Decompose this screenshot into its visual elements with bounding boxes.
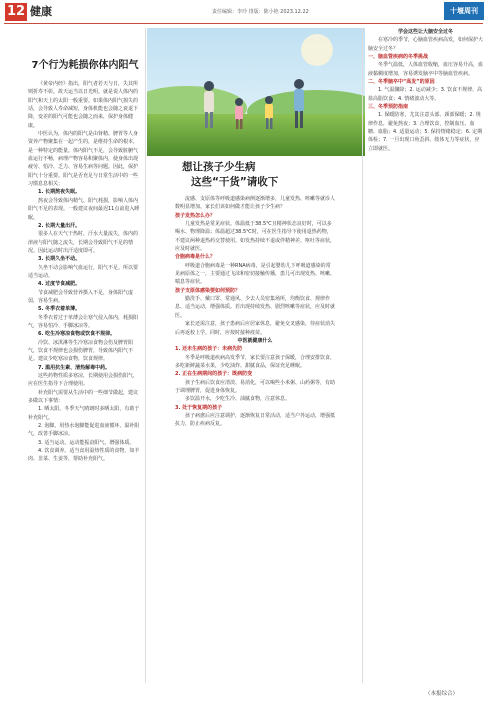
paragraph: 冬季气温低，人体血管收缩，血压容易升高，血液黏稠度增加，容易诱发脑卒中等脑血管疾病。 (368, 62, 483, 77)
paragraph: 《黄帝内经》指出，阳气者若天与日，失其所则折寿不彰。故天运当以日光明。就是说人体内的阳气和天上的太阳一般重要。如果体内阳气损失的话，会导致人寿命减短，身体机能也会随之衰退下降，变差的阳气可能也会随之而来，保护身体健康。 (28, 81, 139, 129)
paragraph: 1. 气温骤降；2. 运动减少；3. 饮食不规律、高盐高脂饮食；4. 情绪波动大等。 (368, 87, 483, 102)
paragraph: 很多人在天气干热时，汗水大量流失，体内的津液与阳气随之流失，长期会导致阳气不足的情况。因此运动时出汗适度即可。 (28, 231, 139, 254)
highlight-heading: 合胞病毒是什么？ (175, 254, 216, 261)
paragraph: 1. 晒太阳。冬季天气晴朗时多晒太阳，有助于补充阳气。 (28, 406, 140, 421)
subheading: 6. 吃生冷寒凉食物或饮食不规律。 (38, 331, 116, 338)
paragraph: 熬夜会导致体内精气、阳气耗损，影响人体内阳气不足的表现。一般建议夜间最迟11点前进入睡眠。 (28, 197, 140, 221)
article1-title: 7个行为耗损你体内阳气 (31, 60, 139, 71)
subheading: 3. 长期久坐不动。 (38, 256, 81, 263)
column-divider (145, 28, 146, 683)
paragraph: 孩子病愈后应注意调护，逐渐恢复日常活动，适当户外运动，增强抵抗力，防止疾病反复。 (175, 412, 335, 428)
article2-title-line2: 这些“干货”请收下 (191, 176, 279, 188)
highlight-heading: 1. 还未生病的孩子：未病先防 (175, 346, 243, 353)
subheading: 5. 冬季衣着单薄。 (38, 306, 81, 313)
editor-meta: 责任编辑：李玲 排版：陈小艳 2023.12.22 (212, 9, 309, 15)
article2-column-1 (175, 195, 335, 680)
paragraph: 呼吸道合胞病毒是一种RNA病毒，是引起婴幼儿下呼吸道感染的常见病原体之一，主要通过飞沫和密切接触传播，患儿可出现发热、咳嗽、喘息等症状。 (175, 262, 335, 286)
page-number: 12 (6, 4, 26, 19)
paragraph: 勤洗手、戴口罩、常通风、少去人员密集场所，均衡饮食、规律作息、适当运动，增强体质。若出现持续发热、剧烈咳嗽等症状，应及时就医。 (175, 296, 335, 319)
paragraph: 1. 保暖防寒，尤其注意头部、颈部保暖；2. 规律作息，避免熬夜；3. 合理饮食，控制血压、血糖、血脂；4. 适量运动；5. 保持情绪稳定；6. 定期体检；7. 一旦出现口角歪斜、肢体无力等症状，应立即就医。 (368, 112, 483, 152)
paragraph: 冬季是呼吸道疾病高发季节，家长要注意孩子保暖，合理安排饮食，多吃新鲜蔬菜水果，少吃油炸、甜腻食品，保证充足睡眠。 (175, 354, 335, 369)
highlight-heading: 二、冬季脑卒中“高发”的原因 (368, 79, 435, 86)
paragraph: 这些药物性质多寒凉，长期使用会损伤阳气，应在医生指导下合理使用。 (28, 373, 139, 388)
highlight-heading: 一、脑血管疾病的冬季挑战 (368, 54, 429, 61)
article1-body (28, 80, 142, 550)
paragraph: 节食减肥会导致营养摄入不足，身体阳气虚弱，容易生病。 (28, 289, 134, 304)
paragraph: 2. 泡脚。用热水泡脚能促进血液循环，温补阳气，改善手脚冰凉。 (28, 423, 140, 438)
paragraph: 流感、支原体等呼吸道感染病例逐渐增多，儿童发热、咳嗽等就诊人数明显增加。家长们该如何做才能让孩子少生病？ (175, 196, 335, 211)
paragraph: 孩子生病后饮食应清淡、易消化，可以喝些小米粥、山药粥等，有助于调理脾胃，促进身体恢复。 (175, 379, 335, 394)
highlight-heading: 2. 正在生病期间的孩子：既病防变 (175, 371, 253, 378)
paragraph: 久坐不动会影响气血运行，阳气不足。所以要适当运动。 (28, 264, 139, 279)
paragraph: 儿童发热是常见症状。体温低于38.5℃且精神状态良好时，可以多喝水、物理降温；体温超过38.5℃时，可在医生指导下使用退热药物，不建议两种退热药交替使用。如发热持续不退或伴精神差、呕吐等症状，应及时就医。 (175, 221, 335, 253)
section-title: 健康 (30, 5, 52, 18)
section-heading: 学会这些让大脑安全过冬 (397, 29, 453, 35)
paragraph: 4. 饮食调养。适当食用温热性质的食物，如羊肉、韭菜、生姜等，帮助补充阳气。 (28, 448, 140, 463)
paragraph: 3. 适当运动。运动能振奋阳气，增强体质。 (38, 439, 135, 446)
section-heading: 中医就健康什么 (237, 337, 273, 344)
paragraph: 中医认为，体内的阳气是由肾精、脾胃等人身资养产物聚集在一起产生的，是维持生命的根本，是一种特定的能量。体内阳气不足，会导致脏腑气血运行不畅，病理产物容易积聚体内，使身体出现疲劳、怕冷、乏力、容易生病等问题。因此，保护阳气十分重要。阳气是否充足与日常生活中的一些习惯息息相关： (28, 131, 139, 188)
page-header (0, 0, 487, 24)
highlight-heading: 孩子支原体感染要如何预防？ (175, 287, 241, 294)
paragraph: 家长还需注意，孩子患病后应居家休息，避免交叉感染，待症状消失后再返校上学。同时，应按时接种疫苗。 (175, 321, 335, 336)
source-note: （本报综合） (425, 691, 459, 697)
highlight-heading: 3. 处于恢复期的孩子 (175, 404, 223, 411)
paragraph: 多饮温开水，少吃生冷、油腻食物，注意休息。 (185, 396, 291, 403)
brand-logo: 十堰周刊 (444, 2, 484, 20)
subheading: 7. 滥用抗生素、清热解毒中药。 (38, 364, 111, 371)
article2-column-2 (368, 28, 483, 683)
header-rule (4, 23, 483, 24)
article2-title (182, 160, 332, 190)
subheading: 4. 过度节食减肥。 (38, 281, 81, 288)
paragraph: 冷饮、冰淇淋等生冷寒凉食物会伤及脾胃阳气，饮食不规律也会损伤脾胃，导致体内阳气不足。建议少吃寒凉食物，饮食规律。 (28, 339, 134, 363)
highlight-heading: 孩子发热怎么办？ (175, 212, 216, 219)
subheading: 2. 长期大量出汗。 (38, 222, 81, 229)
column-divider (362, 28, 363, 683)
subheading: 1. 长期熬夜失眠。 (38, 189, 81, 196)
highlight-heading: 三、冬季预防指南 (368, 104, 409, 111)
article2-title-line1: 想让孩子少生病 (182, 161, 256, 173)
family-running-photo (147, 28, 365, 156)
paragraph: 冬季衣着过于单薄会让寒气侵入体内，耗损阳气，容易怕冷、手脚冰凉等。 (28, 314, 139, 329)
paragraph: 在寒冷的季节，心脑血管疾病高发，如何保护大脑安全过冬？ (368, 37, 483, 52)
paragraph: 补充阳气需要从生活中的一些细节做起，建议多做以下事情： (28, 389, 139, 405)
